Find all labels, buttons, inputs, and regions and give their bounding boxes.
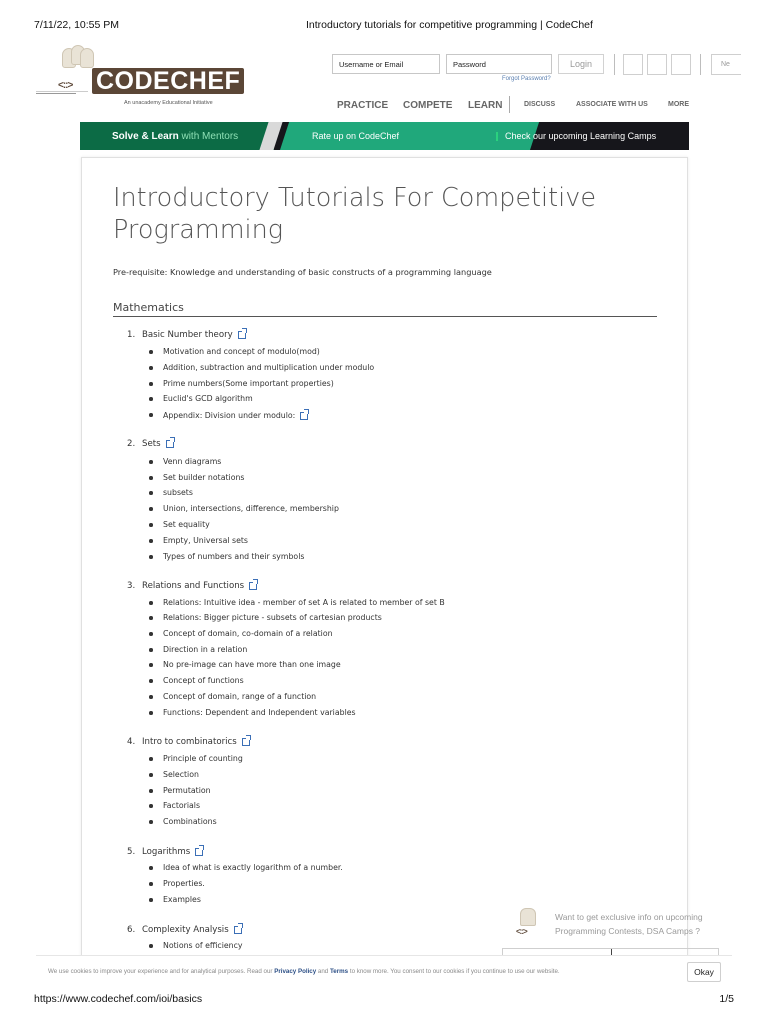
- logo-wordmark: CODECHEF: [92, 68, 244, 94]
- list-item: Factorials: [163, 801, 201, 810]
- chef-mascot-icon: [516, 908, 540, 940]
- banner-mentors-accent: with Mentors: [181, 131, 239, 142]
- new-user-button[interactable]: Ne: [711, 54, 741, 75]
- print-page-title: Introductory tutorials for competitive programming | CodeChef: [306, 19, 593, 31]
- topic-link[interactable]: Logarithms: [142, 847, 191, 857]
- list-item: Venn diagrams: [163, 457, 222, 466]
- list-item-text: Appendix: Division under modulo:: [163, 411, 296, 420]
- list-item: Relations: Intuitive idea - member of set A is related to member of set B: [163, 598, 445, 607]
- banner-solve-text: Solve & Learn: [112, 131, 179, 142]
- banner-accent-bar: [496, 132, 498, 141]
- list-item: Combinations: [163, 817, 217, 826]
- topic-link[interactable]: Relations and Functions: [142, 581, 245, 591]
- topic-number: 6.: [127, 925, 136, 935]
- topic-link[interactable]: Sets: [142, 439, 161, 449]
- topic-number: 1.: [127, 330, 136, 340]
- list-item: Union, intersections, difference, membership: [163, 504, 339, 513]
- print-datetime: 7/11/22, 10:55 PM: [34, 19, 120, 31]
- external-link-icon[interactable]: [234, 924, 243, 933]
- list-item: Types of numbers and their symbols: [163, 552, 305, 561]
- list-item: subsets: [163, 488, 193, 497]
- header-divider: [700, 54, 701, 75]
- list-item: Relations: Bigger picture - subsets of cartesian products: [163, 613, 382, 622]
- okay-button[interactable]: Okay: [687, 962, 721, 982]
- cookie-bar: [36, 955, 732, 987]
- social-login-button[interactable]: [647, 54, 667, 75]
- list-item: Notions of efficiency: [163, 941, 243, 950]
- external-link-icon[interactable]: [195, 846, 204, 855]
- nav-practice[interactable]: PRACTICE: [337, 100, 389, 111]
- section-heading: Mathematics: [113, 301, 184, 314]
- chef-face-icon: <::>: [516, 927, 527, 936]
- password-input[interactable]: Password: [446, 54, 552, 74]
- logo-subtitle: An unacademy Educational Initiative: [124, 100, 213, 106]
- nav-discuss[interactable]: DISCUSS: [524, 101, 556, 108]
- codechef-logo[interactable]: [56, 48, 241, 110]
- nav-learn[interactable]: LEARN: [468, 100, 503, 111]
- list-item: Prime numbers(Some important properties): [163, 379, 334, 388]
- nav-associate[interactable]: ASSOCIATE WITH US: [576, 101, 648, 108]
- list-item: Concept of domain, co-domain of a relation: [163, 629, 333, 638]
- nav-compete[interactable]: COMPETE: [403, 100, 453, 111]
- topic-number: 3.: [127, 581, 136, 591]
- list-item: No pre-image can have more than one image: [163, 660, 341, 669]
- list-item: Concept of functions: [163, 676, 244, 685]
- nav-more[interactable]: MORE: [668, 101, 689, 108]
- popup-message[interactable]: Want to get exclusive info on upcoming Programming Contests, DSA Camps ?: [555, 912, 703, 936]
- topic-link[interactable]: Intro to combinatorics: [142, 737, 237, 747]
- external-link-icon[interactable]: [238, 329, 247, 338]
- list-item: Idea of what is exactly logarithm of a number.: [163, 863, 343, 872]
- topic-heading: [127, 438, 175, 449]
- list-item: Set builder notations: [163, 473, 245, 482]
- list-item: Examples: [163, 895, 201, 904]
- topic-heading: [127, 329, 247, 340]
- forgot-password-link[interactable]: Forgot Password?: [502, 76, 551, 82]
- topic-heading: [127, 736, 251, 747]
- list-item: [163, 410, 309, 420]
- print-url: https://www.codechef.com/ioi/basics: [34, 993, 203, 1005]
- print-page-number: 1/5: [719, 993, 734, 1005]
- terms-link[interactable]: Terms: [329, 968, 349, 975]
- logo-divider: [36, 93, 76, 94]
- banner-mentors-text[interactable]: [112, 131, 238, 142]
- login-button[interactable]: Login: [558, 54, 604, 74]
- external-link-icon[interactable]: [300, 410, 309, 419]
- external-link-icon[interactable]: [166, 438, 175, 447]
- social-login-button[interactable]: [671, 54, 691, 75]
- list-item: Motivation and concept of modulo(mod): [163, 347, 320, 356]
- banner-rate-text[interactable]: Rate up on CodeChef: [312, 131, 400, 141]
- list-item: Direction in a relation: [163, 645, 248, 654]
- chef-hat-icon: [520, 908, 536, 926]
- social-login-button[interactable]: [623, 54, 643, 75]
- header-divider: [614, 54, 615, 75]
- chef-face-icon: <::>: [58, 80, 73, 91]
- page-title: Introductory Tutorials For Competitive Programming: [113, 183, 597, 245]
- prerequisite-text: Pre-requisite: Knowledge and understanding of basic constructs of a programming language: [113, 267, 492, 277]
- topic-link[interactable]: Complexity Analysis: [142, 925, 229, 935]
- username-input[interactable]: Username or Email: [332, 54, 440, 74]
- list-item: Selection: [163, 770, 199, 779]
- external-link-icon[interactable]: [242, 736, 251, 745]
- list-item: Concept of domain, range of a function: [163, 692, 317, 701]
- cookie-text: [48, 968, 560, 975]
- list-item: Principle of counting: [163, 754, 243, 763]
- content-card: [81, 157, 688, 957]
- cookie-text-and: and: [317, 968, 329, 975]
- topic-link[interactable]: Basic Number theory: [142, 330, 233, 340]
- section-rule: [113, 316, 657, 317]
- list-item: Set equality: [163, 520, 210, 529]
- nav-divider: [509, 96, 510, 113]
- privacy-policy-link[interactable]: Privacy Policy: [274, 968, 317, 975]
- promo-banner[interactable]: [80, 122, 689, 150]
- list-item: Functions: Dependent and Independent variables: [163, 708, 356, 717]
- list-item: Empty, Universal sets: [163, 536, 248, 545]
- list-item: Permutation: [163, 786, 211, 795]
- topic-heading: [127, 846, 204, 857]
- list-item: Euclid's GCD algorithm: [163, 394, 253, 403]
- topic-number: 5.: [127, 847, 136, 857]
- header-rule: [36, 91, 88, 92]
- topic-number: 4.: [127, 737, 136, 747]
- topic-number: 2.: [127, 439, 136, 449]
- cookie-text-before: We use cookies to improve your experience and for analytical purposes. Read our: [48, 968, 273, 975]
- banner-camps-text[interactable]: Check our upcoming Learning Camps: [505, 131, 657, 141]
- external-link-icon[interactable]: [249, 580, 258, 589]
- topic-heading: [127, 580, 258, 591]
- list-item: Addition, subtraction and multiplication under modulo: [163, 363, 375, 372]
- topic-heading: [127, 924, 243, 935]
- list-item: Properties.: [163, 879, 205, 888]
- cookie-text-after: to know more. You consent to our cookies if you continue to use our website.: [349, 968, 560, 975]
- chef-hat-icon: [62, 48, 92, 84]
